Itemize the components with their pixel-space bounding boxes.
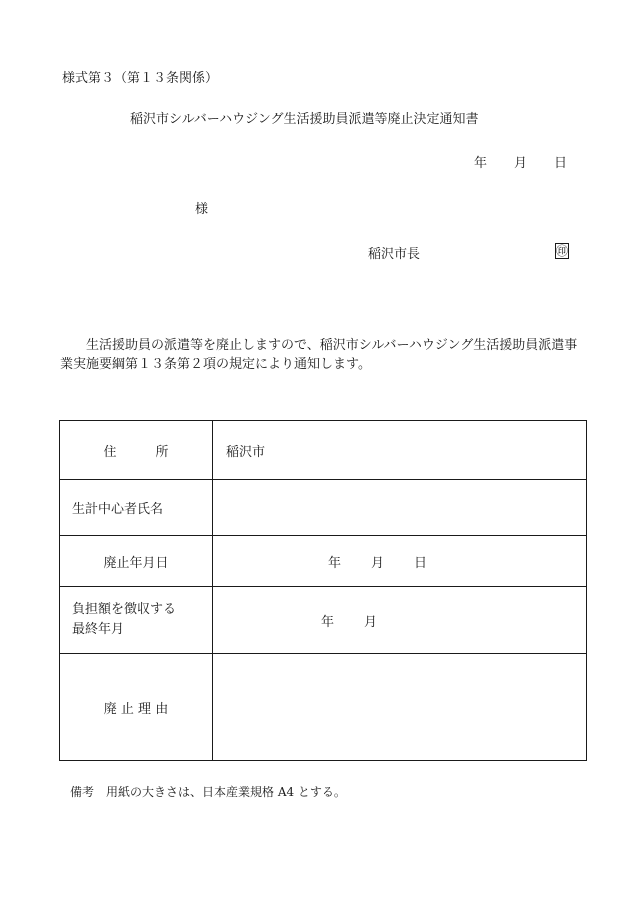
table-row-address xyxy=(60,421,587,480)
final-charge-label-line1: 負担額を徴収する xyxy=(72,602,177,617)
final-charge-year: 年 xyxy=(321,614,335,630)
notice-body: 生活援助員の派遣等を廃止しますので、稲沢市シルバーハウジング生活援助員派遣事業実施要綱第１３条第２項の規定により通知します。 xyxy=(60,338,578,372)
issue-date-day: 日 xyxy=(554,156,568,171)
sender: 稲沢市長 xyxy=(368,247,421,262)
table-row-abolition-date xyxy=(60,536,587,587)
remarks: 備考 用紙の大きさは、日本産業規格 A4 とする。 xyxy=(70,785,346,799)
table-row-final-charge xyxy=(60,587,587,654)
abolition-day: 日 xyxy=(414,555,428,571)
reason-label: 廃 止 理 由 xyxy=(60,654,213,761)
householder-label: 生計中心者氏名 xyxy=(60,480,213,536)
notice-table xyxy=(59,420,587,761)
final-charge-value xyxy=(213,587,587,654)
document-title: 稲沢市シルバーハウジング生活援助員派遣等廃止決定通知書 xyxy=(130,112,479,127)
seal-mark: ㊞ xyxy=(556,244,569,258)
final-charge-month: 月 xyxy=(364,614,378,630)
issue-date-year: 年 xyxy=(474,156,488,171)
address-label: 住 所 xyxy=(60,421,213,480)
abolition-month: 月 xyxy=(371,555,385,571)
issue-date xyxy=(474,152,567,171)
issue-date-month: 月 xyxy=(514,156,528,171)
abolition-year: 年 xyxy=(328,555,342,571)
reason-value xyxy=(213,654,587,761)
addressee-suffix: 様 xyxy=(195,202,209,217)
table-row-reason xyxy=(60,654,587,761)
final-charge-label xyxy=(60,587,213,654)
abolition-date-label: 廃止年月日 xyxy=(60,536,213,587)
table-row-householder xyxy=(60,480,587,536)
householder-value xyxy=(213,480,587,536)
address-value: 稲沢市 xyxy=(213,421,587,480)
form-number: 様式第３（第１３条関係） xyxy=(62,71,219,86)
final-charge-label-line2: 最終年月 xyxy=(72,622,125,637)
abolition-date-value xyxy=(213,536,587,587)
